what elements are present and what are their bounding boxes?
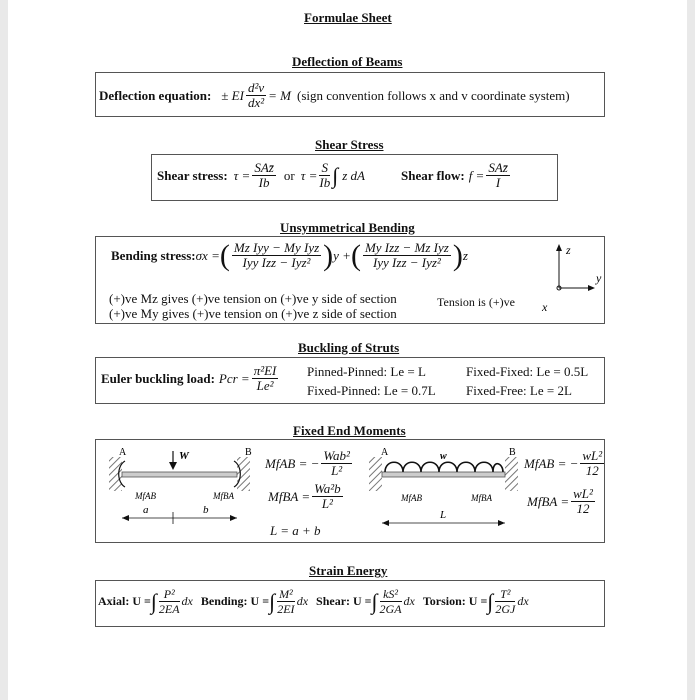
strain-shear-num: kS² [380, 587, 402, 602]
unsym-d2: Iyy Izz − Iyz² [372, 255, 441, 270]
buckling-den: Le² [256, 378, 274, 393]
strain-shear-den: 2GA [379, 602, 402, 616]
buckling-pcr: Pcr = [218, 370, 250, 386]
label-A-left: A [119, 447, 127, 458]
strain-dx-2: dx [296, 594, 309, 608]
fem-eq1-num: Wab² [323, 448, 350, 463]
integral-icon: ∫ [371, 588, 378, 614]
fem-eq1-den: L² [331, 463, 343, 478]
fixed-support-right-udl [505, 457, 518, 491]
buckling-box [95, 357, 605, 404]
paren-close-icon: ) [323, 238, 334, 272]
label-mfab-left: MfAB [135, 491, 156, 501]
shear-integral: z dA [342, 167, 365, 183]
unsym-n1: Mz Iyy − My Iyz [233, 240, 320, 255]
strain-bend-den: 2EI [277, 602, 295, 616]
shear-f1-den: Ib [258, 175, 270, 190]
paren-open-icon: ( [219, 238, 230, 272]
section-title-unsym: Unsymmetrical Bending [280, 220, 415, 235]
deflection-ei: ± EI [221, 87, 244, 103]
paren-close-icon: ) [452, 238, 463, 272]
buckling-num: π²EI [253, 363, 277, 378]
unsym-n2: My Izz − Mz Iyz [364, 240, 449, 255]
label-mfba-left: MfBA [213, 491, 234, 501]
deflection-num: d²v [247, 80, 265, 95]
buckling-fixed-fixed: Fixed-Fixed: Le = 0.5L [466, 364, 589, 379]
fixed-support-right [237, 457, 250, 491]
strain-torsion-label: Torsion: U = [422, 594, 488, 608]
beam-right [382, 472, 505, 477]
deflection-den: dx² [247, 95, 265, 110]
buckling-fixed-free: Fixed-Free: Le = 2L [466, 383, 572, 398]
fem-eq4-den: 12 [576, 501, 590, 516]
fem-eq4-lhs: MfBA = [527, 493, 570, 509]
strain-tors-den: 2GJ [495, 602, 516, 616]
fem-eq2-num: Wa²b [314, 481, 341, 496]
buckling-pinned-pinned: Pinned-Pinned: Le = L [307, 364, 426, 379]
strain-shear-label: Shear: U = [316, 594, 372, 608]
beam-left [122, 472, 237, 477]
fem-eq1-lhs: MfAB = − [265, 455, 320, 471]
unsym-label: Bending stress: [111, 247, 196, 263]
strain-bend-num: M² [279, 587, 293, 601]
label-mfba-right: MfBA [471, 493, 492, 503]
fem-eq2-den: L² [321, 496, 333, 511]
paren-open-icon: ( [350, 238, 361, 272]
axis-x-label: x [542, 300, 548, 314]
integral-icon: ∫ [150, 588, 157, 614]
strain-bending-label: Bending: U = [200, 594, 270, 608]
section-title-shear: Shear Stress [315, 137, 384, 152]
section-title-buckling: Buckling of Struts [298, 340, 400, 355]
label-B-left: B [245, 447, 252, 458]
fem-eq3-lhs: MfAB = − [524, 455, 579, 471]
unsym-d1: Iyy Izz − Iyz² [242, 255, 311, 270]
fem-leq: L = a + b [270, 523, 321, 538]
strain-dx-1: dx [181, 594, 193, 608]
unsym-box [95, 236, 605, 324]
shear-f3-num: SAz̄ [488, 160, 508, 175]
fixed-support-left [109, 457, 122, 491]
strain-dx-3: dx [403, 594, 415, 608]
deflection-note: (sign convention follows x and v coordinate system) [296, 87, 570, 103]
unsym-z: z [462, 247, 468, 263]
deflection-rhs: = M [268, 87, 291, 103]
shear-flow-eq: f = [468, 167, 485, 183]
fem-eq4-num: wL² [573, 486, 593, 501]
axis-diagram [535, 240, 605, 315]
integral-icon: ∫ [332, 162, 339, 188]
shear-f1-num: SAz̄ [254, 160, 274, 175]
tension-note: Tension is (+)ve [437, 295, 515, 309]
unsym-sigma: σx = [195, 247, 220, 263]
shear-f2-num: S [319, 161, 330, 176]
shear-flow-label: Shear flow: [401, 167, 465, 183]
label-A-right: A [381, 447, 389, 458]
strain-box [95, 580, 605, 627]
axis-z-label: z [566, 243, 571, 257]
shear-tau2: τ = [300, 167, 318, 183]
buckling-fixed-pinned: Fixed-Pinned: Le = 0.7L [307, 383, 436, 398]
strain-dx-4: dx [517, 594, 529, 608]
fixed-support-left-udl [369, 457, 382, 491]
shear-label: Shear stress: [157, 167, 228, 183]
unsym-line2: (+)ve My gives (+)ve tension on (+)ve z side of section [109, 306, 397, 321]
deflection-box [95, 72, 605, 117]
shear-box [151, 154, 558, 201]
shear-or: or [283, 167, 295, 183]
section-title-deflection: Deflection of Beams [292, 54, 403, 69]
integral-icon: ∫ [487, 588, 494, 614]
label-B-right: B [509, 447, 516, 458]
section-title-fem: Fixed End Moments [293, 423, 406, 438]
fem-eq3-num: wL² [582, 448, 603, 463]
integral-icon: ∫ [269, 588, 276, 614]
section-title-strain: Strain Energy [309, 563, 388, 578]
left-margin [0, 0, 8, 700]
label-w-udl: w [440, 451, 447, 462]
label-mfab-right: MfAB [401, 493, 422, 503]
buckling-label: Euler buckling load: [101, 370, 215, 386]
axis-y-label: y [596, 271, 602, 285]
label-b: b [203, 504, 209, 516]
strain-axial-den: 2EA [158, 602, 180, 616]
right-margin [687, 0, 695, 700]
fem-eq3-den: 12 [585, 463, 599, 478]
label-a: a [143, 504, 149, 516]
fem-eq2-lhs: MfBA = [268, 488, 311, 504]
strain-axial-label: Axial: U = [98, 594, 151, 608]
shear-f2-den: Ib [319, 175, 331, 190]
shear-tau: τ = [233, 167, 251, 183]
unsym-y: y + [333, 247, 351, 263]
page-title: Formulae Sheet [304, 10, 392, 25]
label-L: L [440, 509, 447, 521]
udl-load-icon [385, 462, 503, 472]
shear-f3-den: I [495, 175, 501, 190]
deflection-label: Deflection equation: [99, 87, 212, 103]
strain-axial-num: P² [159, 587, 180, 602]
unsym-line1: (+)ve Mz gives (+)ve tension on (+)ve y side of section [109, 291, 397, 306]
label-W: W [179, 450, 189, 462]
strain-tors-num: T² [495, 587, 515, 602]
